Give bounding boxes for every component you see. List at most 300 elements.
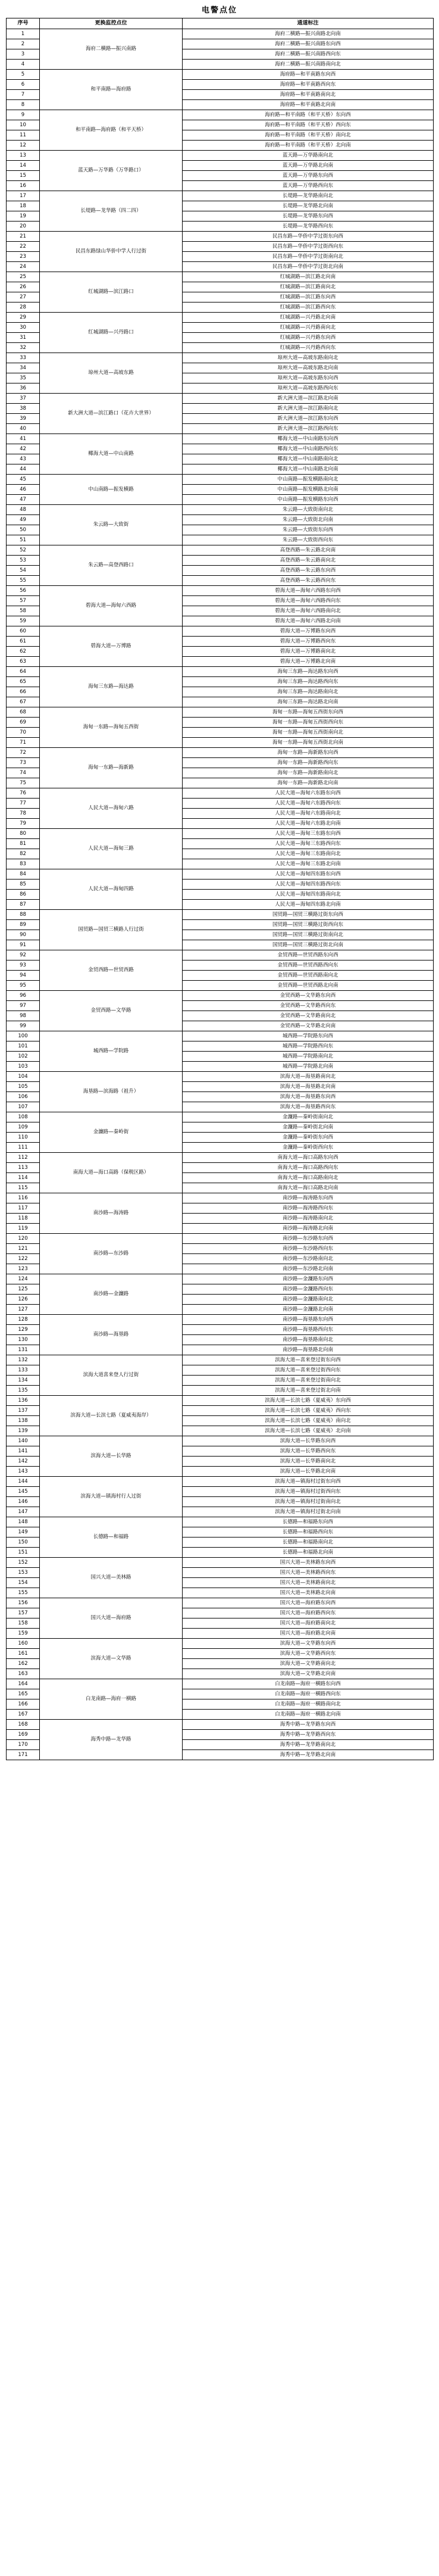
- direction-cell: 滨海大道—喜来登过街南向北: [183, 1376, 434, 1386]
- row-number-cell: 137: [7, 1406, 40, 1416]
- row-number-cell: 76: [7, 788, 40, 799]
- direction-cell: 滨海大道—文华路东向西: [183, 1639, 434, 1649]
- direction-cell: 金贸西路—文华路北向南: [183, 1021, 434, 1031]
- row-number-cell: 104: [7, 1072, 40, 1082]
- row-number-cell: 147: [7, 1507, 40, 1517]
- header-direction: 通道标注: [183, 18, 434, 29]
- direction-cell: 长德路—和福路西向东: [183, 1527, 434, 1538]
- direction-cell: 中山南路—振发横路南向北: [183, 475, 434, 485]
- direction-cell: 碧海大道—万博路东向西: [183, 626, 434, 637]
- row-number-cell: 140: [7, 1436, 40, 1446]
- table-row: [7, 110, 434, 120]
- location-cell: 滨海大道—长华路: [40, 1436, 183, 1477]
- location-cell: 中山南路—振发横路: [40, 475, 183, 505]
- direction-cell: 滨海大道—文华路北向南: [183, 1669, 434, 1679]
- direction-cell: 海府二横路—振兴南路东向西: [183, 39, 434, 49]
- table-row: [7, 1355, 434, 1365]
- row-number-cell: 129: [7, 1325, 40, 1335]
- table-row: [7, 151, 434, 161]
- direction-cell: 南海大道—海口高路东向西: [183, 1153, 434, 1163]
- direction-cell: 滨海大道—镇海村过街东向西: [183, 1477, 434, 1487]
- direction-cell: 国兴大道—海府路东向西: [183, 1598, 434, 1608]
- row-number-cell: 43: [7, 454, 40, 464]
- direction-cell: 朱云路—大致街南向北: [183, 505, 434, 515]
- row-number-cell: 162: [7, 1659, 40, 1669]
- direction-cell: 琼州大道—高坡东路北向南: [183, 363, 434, 373]
- row-number-cell: 102: [7, 1052, 40, 1062]
- table-row: [7, 1193, 434, 1203]
- camera-location-table: [6, 18, 434, 1760]
- table-row: [7, 1558, 434, 1568]
- direction-cell: 红城湖路—兴丹路西向东: [183, 343, 434, 353]
- row-number-cell: 11: [7, 130, 40, 141]
- direction-cell: 人民大道—海甸四东路东向西: [183, 869, 434, 880]
- table-row: [7, 505, 434, 515]
- location-cell: 海甸一东路—海甸五西街: [40, 707, 183, 748]
- direction-cell: 民昌东路—华侨中学过街西向东: [183, 242, 434, 252]
- direction-cell: 朱云路—大致街西向东: [183, 535, 434, 545]
- row-number-cell: 121: [7, 1244, 40, 1254]
- direction-cell: 海秀中路—龙华路北向南: [183, 1750, 434, 1760]
- direction-cell: 琼州大道—高坡东路西向东: [183, 383, 434, 394]
- direction-cell: 碧海大道—万博路南向北: [183, 647, 434, 657]
- location-cell: 滨海大道—长滨七路（夏威夷海岸）: [40, 1396, 183, 1436]
- row-number-cell: 62: [7, 647, 40, 657]
- direction-cell: 城西路—学院路西向东: [183, 1041, 434, 1052]
- direction-cell: 碧海大道—海甸六西路南向北: [183, 606, 434, 616]
- row-number-cell: 46: [7, 485, 40, 495]
- row-number-cell: 71: [7, 738, 40, 748]
- row-number-cell: 74: [7, 768, 40, 778]
- row-number-cell: 117: [7, 1203, 40, 1214]
- row-number-cell: 161: [7, 1649, 40, 1659]
- direction-cell: 国贸路—国贸三横路过街东向西: [183, 910, 434, 920]
- direction-cell: 长堤路—龙华路西向东: [183, 222, 434, 232]
- direction-cell: 国兴大道—美林路北向南: [183, 1588, 434, 1598]
- direction-cell: 人民大道—海甸三东路北向南: [183, 859, 434, 869]
- location-cell: 蓝天路—万华路（万华路口）: [40, 151, 183, 191]
- row-number-cell: 13: [7, 151, 40, 161]
- direction-cell: 金濂路—秦岭街东向西: [183, 1133, 434, 1143]
- row-number-cell: 66: [7, 687, 40, 697]
- row-number-cell: 72: [7, 748, 40, 758]
- table-row: [7, 1639, 434, 1649]
- location-cell: 海甸三东路—海达路: [40, 667, 183, 707]
- table-row: [7, 1720, 434, 1730]
- location-cell: 国贸路—国贸三横路人行过街: [40, 910, 183, 950]
- direction-cell: 滨海大道—喜来登过街东向西: [183, 1355, 434, 1365]
- table-row: [7, 29, 434, 39]
- direction-cell: 滨海大道—文华路南向北: [183, 1659, 434, 1669]
- row-number-cell: 86: [7, 890, 40, 900]
- location-cell: 人民大道—海甸四路: [40, 869, 183, 910]
- table-row: [7, 626, 434, 637]
- row-number-cell: 139: [7, 1426, 40, 1436]
- row-number-cell: 82: [7, 849, 40, 859]
- location-cell: 南沙路—东沙路: [40, 1234, 183, 1274]
- location-cell: 和平南路—海府路（和平天桥）: [40, 110, 183, 151]
- table-row: [7, 1031, 434, 1041]
- row-number-cell: 118: [7, 1214, 40, 1224]
- direction-cell: 国兴大道—美林路南向北: [183, 1578, 434, 1588]
- direction-cell: 长堤路—龙华路南向北: [183, 191, 434, 201]
- location-cell: 国兴大道—海府路: [40, 1598, 183, 1639]
- location-cell: 海甸一东路—海新路: [40, 748, 183, 788]
- table-row: [7, 232, 434, 242]
- row-number-cell: 49: [7, 515, 40, 525]
- table-row: [7, 707, 434, 718]
- location-cell: 长德路—和福路: [40, 1517, 183, 1558]
- row-number-cell: 99: [7, 1021, 40, 1031]
- row-number-cell: 128: [7, 1315, 40, 1325]
- row-number-cell: 56: [7, 586, 40, 596]
- row-number-cell: 26: [7, 282, 40, 292]
- direction-cell: 南沙路—东沙路北向南: [183, 1264, 434, 1274]
- location-cell: 新大洲大道—滨江路口（花卉大世界）: [40, 394, 183, 434]
- location-cell: 滨海大道—文华路: [40, 1639, 183, 1679]
- row-number-cell: 107: [7, 1102, 40, 1112]
- direction-cell: 南海大道—海口高路南向北: [183, 1173, 434, 1183]
- row-number-cell: 142: [7, 1457, 40, 1467]
- direction-cell: 新大洲大道—滨江路东向西: [183, 414, 434, 424]
- table-row: [7, 910, 434, 920]
- row-number-cell: 10: [7, 120, 40, 130]
- direction-cell: 国贸路—国贸三横路过街南向北: [183, 930, 434, 940]
- row-number-cell: 73: [7, 758, 40, 768]
- direction-cell: 海甸三东路—海达路南向北: [183, 687, 434, 697]
- row-number-cell: 55: [7, 576, 40, 586]
- row-number-cell: 115: [7, 1183, 40, 1193]
- row-number-cell: 158: [7, 1618, 40, 1629]
- direction-cell: 南沙路—海垦路南向北: [183, 1335, 434, 1345]
- row-number-cell: 63: [7, 657, 40, 667]
- row-number-cell: 90: [7, 930, 40, 940]
- direction-cell: 人民大道—海甸六东路东向西: [183, 788, 434, 799]
- row-number-cell: 95: [7, 981, 40, 991]
- direction-cell: 碧海大道—海甸六西路北向南: [183, 616, 434, 626]
- row-number-cell: 100: [7, 1031, 40, 1041]
- table-row: [7, 475, 434, 485]
- location-cell: 城西路—学院路: [40, 1031, 183, 1072]
- location-cell: 红城湖路—兴丹路口: [40, 313, 183, 353]
- direction-cell: 海府路—和平南路（和平天桥）东向西: [183, 110, 434, 120]
- direction-cell: 海甸三东路—海达路东向西: [183, 667, 434, 677]
- direction-cell: 琼州大道—高坡东路东向西: [183, 373, 434, 383]
- direction-cell: 海秀中路—龙华路西向东: [183, 1730, 434, 1740]
- row-number-cell: 22: [7, 242, 40, 252]
- table-row: [7, 1477, 434, 1487]
- direction-cell: 海府二横路—振兴南路西向东: [183, 49, 434, 60]
- table-row: [7, 950, 434, 960]
- location-cell: 南沙路—海涛路: [40, 1193, 183, 1234]
- direction-cell: 新大洲大道—滨江路北向南: [183, 394, 434, 404]
- direction-cell: 金贸西路—世贸西路南向北: [183, 971, 434, 981]
- direction-cell: 海府路—和平南路南向北: [183, 90, 434, 100]
- direction-cell: 长德路—和福路南向北: [183, 1538, 434, 1548]
- location-cell: 朱云路—高登西路口: [40, 545, 183, 586]
- direction-cell: 滨海大道—长华路北向南: [183, 1467, 434, 1477]
- row-number-cell: 153: [7, 1568, 40, 1578]
- row-number-cell: 79: [7, 819, 40, 829]
- row-number-cell: 89: [7, 920, 40, 930]
- row-number-cell: 143: [7, 1467, 40, 1477]
- direction-cell: 人民大道—海甸三东路西向东: [183, 839, 434, 849]
- row-number-cell: 67: [7, 697, 40, 707]
- row-number-cell: 171: [7, 1750, 40, 1760]
- location-cell: 红城湖路—滨江路口: [40, 272, 183, 313]
- table-row: [7, 748, 434, 758]
- row-number-cell: 20: [7, 222, 40, 232]
- direction-cell: 碧海大道—海甸六西路西向东: [183, 596, 434, 606]
- row-number-cell: 2: [7, 39, 40, 49]
- row-number-cell: 39: [7, 414, 40, 424]
- direction-cell: 海甸一东路—海新路东向西: [183, 748, 434, 758]
- location-cell: 海垦路—滨海路（祖升）: [40, 1072, 183, 1112]
- direction-cell: 蓝天路—万华路南向北: [183, 151, 434, 161]
- direction-cell: 海甸一东路—海新路北向南: [183, 778, 434, 788]
- table-row: [7, 1274, 434, 1284]
- row-number-cell: 109: [7, 1122, 40, 1133]
- table-row: [7, 1153, 434, 1163]
- direction-cell: 金贸西路—文华路西向东: [183, 1001, 434, 1011]
- row-number-cell: 110: [7, 1133, 40, 1143]
- direction-cell: 南沙路—东沙路西向东: [183, 1244, 434, 1254]
- direction-cell: 中山南路—振发横路北向南: [183, 485, 434, 495]
- row-number-cell: 8: [7, 100, 40, 110]
- direction-cell: 新大洲大道—滨江路南向北: [183, 404, 434, 414]
- row-number-cell: 91: [7, 940, 40, 950]
- row-number-cell: 169: [7, 1730, 40, 1740]
- row-number-cell: 12: [7, 141, 40, 151]
- direction-cell: 高登西路—朱云路西向东: [183, 576, 434, 586]
- direction-cell: 滨海大道—长滨七路（夏威夷）北向南: [183, 1426, 434, 1436]
- table-row: [7, 394, 434, 404]
- row-number-cell: 37: [7, 394, 40, 404]
- direction-cell: 滨海大道—海垦路西向东: [183, 1102, 434, 1112]
- direction-cell: 南海大道—海口高路西向东: [183, 1163, 434, 1173]
- row-number-cell: 155: [7, 1588, 40, 1598]
- row-number-cell: 125: [7, 1284, 40, 1295]
- direction-cell: 金濂路—秦岭街西向东: [183, 1143, 434, 1153]
- location-cell: 金贸西路—世贸西路: [40, 950, 183, 991]
- location-cell: 长堤路—龙华路（四二四）: [40, 191, 183, 232]
- direction-cell: 白龙南路—海府一横路西向东: [183, 1689, 434, 1699]
- direction-cell: 滨海大道—长华路东向西: [183, 1436, 434, 1446]
- row-number-cell: 154: [7, 1578, 40, 1588]
- row-number-cell: 70: [7, 728, 40, 738]
- row-number-cell: 18: [7, 201, 40, 211]
- row-number-cell: 7: [7, 90, 40, 100]
- row-number-cell: 48: [7, 505, 40, 515]
- table-row: [7, 788, 434, 799]
- direction-cell: 人民大道—海甸三东路东向西: [183, 829, 434, 839]
- row-number-cell: 157: [7, 1608, 40, 1618]
- row-number-cell: 68: [7, 707, 40, 718]
- location-cell: 海秀中路—龙华路: [40, 1720, 183, 1760]
- location-cell: 南沙路—金濂路: [40, 1274, 183, 1315]
- row-number-cell: 85: [7, 880, 40, 890]
- row-number-cell: 54: [7, 566, 40, 576]
- direction-cell: 碧海大道—万博路西向东: [183, 637, 434, 647]
- direction-cell: 高登西路—朱云路东向西: [183, 566, 434, 576]
- row-number-cell: 124: [7, 1274, 40, 1284]
- row-number-cell: 59: [7, 616, 40, 626]
- table-row: [7, 869, 434, 880]
- row-number-cell: 111: [7, 1143, 40, 1153]
- direction-cell: 长德路—和福路北向南: [183, 1548, 434, 1558]
- row-number-cell: 166: [7, 1699, 40, 1710]
- location-cell: 白龙南路—海府一横路: [40, 1679, 183, 1720]
- row-number-cell: 167: [7, 1710, 40, 1720]
- direction-cell: 白龙南路—海府一横路南向北: [183, 1699, 434, 1710]
- direction-cell: 碧海大道—万博路北向南: [183, 657, 434, 667]
- direction-cell: 长德路—和福路东向西: [183, 1517, 434, 1527]
- row-number-cell: 168: [7, 1720, 40, 1730]
- row-number-cell: 101: [7, 1041, 40, 1052]
- row-number-cell: 141: [7, 1446, 40, 1457]
- direction-cell: 海府路—和平南路（和平天桥）西向东: [183, 120, 434, 130]
- direction-cell: 蓝天路—万华路西向东: [183, 181, 434, 191]
- location-cell: 和平南路—海府路: [40, 70, 183, 110]
- row-number-cell: 60: [7, 626, 40, 637]
- row-number-cell: 24: [7, 262, 40, 272]
- direction-cell: 椰海大道—中山南路东向西: [183, 434, 434, 444]
- row-number-cell: 112: [7, 1153, 40, 1163]
- row-number-cell: 98: [7, 1011, 40, 1021]
- row-number-cell: 5: [7, 70, 40, 80]
- row-number-cell: 96: [7, 991, 40, 1001]
- direction-cell: 滨海大道—长滨七路（夏威夷）西向东: [183, 1406, 434, 1416]
- row-number-cell: 28: [7, 302, 40, 313]
- direction-cell: 滨海大道—长滨七路（夏威夷）东向西: [183, 1396, 434, 1406]
- row-number-cell: 84: [7, 869, 40, 880]
- table-row: [7, 272, 434, 282]
- direction-cell: 人民大道—海甸四东路北向南: [183, 900, 434, 910]
- direction-cell: 白龙南路—海府一横路北向南: [183, 1710, 434, 1720]
- row-number-cell: 14: [7, 161, 40, 171]
- direction-cell: 琼州大道—高坡东路南向北: [183, 353, 434, 363]
- direction-cell: 红城湖路—滨江路北向南: [183, 272, 434, 282]
- row-number-cell: 120: [7, 1234, 40, 1244]
- row-number-cell: 80: [7, 829, 40, 839]
- row-number-cell: 64: [7, 667, 40, 677]
- direction-cell: 国兴大道—海府路北向南: [183, 1629, 434, 1639]
- direction-cell: 南沙路—海涛路南向北: [183, 1214, 434, 1224]
- direction-cell: 蓝天路—万华路东向西: [183, 171, 434, 181]
- direction-cell: 滨海大道—文华路西向东: [183, 1649, 434, 1659]
- direction-cell: 南沙路—海垦路西向东: [183, 1325, 434, 1335]
- row-number-cell: 119: [7, 1224, 40, 1234]
- direction-cell: 国贸路—国贸三横路过街西向东: [183, 920, 434, 930]
- direction-cell: 蓝天路—万华路北向南: [183, 161, 434, 171]
- direction-cell: 国兴大道—美林路东向西: [183, 1558, 434, 1568]
- direction-cell: 南沙路—海垦路北向南: [183, 1345, 434, 1355]
- direction-cell: 人民大道—海甸六东路北向南: [183, 819, 434, 829]
- table-row: [7, 1315, 434, 1325]
- direction-cell: 南海大道—海口高路北向南: [183, 1183, 434, 1193]
- direction-cell: 海甸三东路—海达路北向南: [183, 697, 434, 707]
- location-cell: 碧海大道—万博路: [40, 626, 183, 667]
- row-number-cell: 36: [7, 383, 40, 394]
- table-row: [7, 1679, 434, 1689]
- direction-cell: 金濂路—秦岭街北向南: [183, 1122, 434, 1133]
- row-number-cell: 81: [7, 839, 40, 849]
- direction-cell: 海甸一东路—海甸五西街东向西: [183, 707, 434, 718]
- row-number-cell: 9: [7, 110, 40, 120]
- direction-cell: 红城湖路—滨江路南向北: [183, 282, 434, 292]
- location-cell: 滨海大道—镇海村行人过街: [40, 1477, 183, 1517]
- direction-cell: 民昌东路—华侨中学过街南向北: [183, 252, 434, 262]
- direction-cell: 南沙路—海涛路北向南: [183, 1224, 434, 1234]
- row-number-cell: 149: [7, 1527, 40, 1538]
- table-row: [7, 1112, 434, 1122]
- direction-cell: 人民大道—海甸六东路南向北: [183, 809, 434, 819]
- location-cell: 人民大道—海甸三路: [40, 829, 183, 869]
- table-row: [7, 1598, 434, 1608]
- direction-cell: 海秀中路—龙华路东向西: [183, 1720, 434, 1730]
- direction-cell: 南沙路—金濂路南向北: [183, 1295, 434, 1305]
- row-number-cell: 93: [7, 960, 40, 971]
- direction-cell: 南沙路—金濂路北向南: [183, 1305, 434, 1315]
- row-number-cell: 47: [7, 495, 40, 505]
- direction-cell: 椰海大道—中山南路西向东: [183, 444, 434, 454]
- row-number-cell: 159: [7, 1629, 40, 1639]
- row-number-cell: 32: [7, 343, 40, 353]
- row-number-cell: 123: [7, 1264, 40, 1274]
- direction-cell: 红城湖路—兴丹路北向南: [183, 313, 434, 323]
- row-number-cell: 163: [7, 1669, 40, 1679]
- direction-cell: 民昌东路—华侨中学过街北向南: [183, 262, 434, 272]
- row-number-cell: 144: [7, 1477, 40, 1487]
- row-number-cell: 16: [7, 181, 40, 191]
- page-title: 电警点位: [201, 6, 237, 15]
- row-number-cell: 3: [7, 49, 40, 60]
- direction-cell: 民昌东路—华侨中学过街东向西: [183, 232, 434, 242]
- direction-cell: 国兴大道—美林路西向东: [183, 1568, 434, 1578]
- direction-cell: 城西路—学院路北向南: [183, 1062, 434, 1072]
- row-number-cell: 136: [7, 1396, 40, 1406]
- location-cell: 椰海大道—中山南路: [40, 434, 183, 475]
- direction-cell: 南沙路—东沙路东向西: [183, 1234, 434, 1244]
- row-number-cell: 15: [7, 171, 40, 181]
- row-number-cell: 42: [7, 444, 40, 454]
- direction-cell: 人民大道—海甸三东路南向北: [183, 849, 434, 859]
- direction-cell: 滨海大道—喜来登过街西向东: [183, 1365, 434, 1376]
- direction-cell: 高登西路—朱云路南向北: [183, 556, 434, 566]
- direction-cell: 长堤路—龙华路北向南: [183, 201, 434, 211]
- row-number-cell: 61: [7, 637, 40, 647]
- row-number-cell: 30: [7, 323, 40, 333]
- row-number-cell: 57: [7, 596, 40, 606]
- direction-cell: 海府二横路—振兴南路南向北: [183, 60, 434, 70]
- direction-cell: 白龙南路—海府一横路东向西: [183, 1679, 434, 1689]
- direction-cell: 红城湖路—滨江路西向东: [183, 302, 434, 313]
- direction-cell: 长堤路—龙华路东向西: [183, 211, 434, 222]
- table-row: [7, 191, 434, 201]
- table-row: [7, 545, 434, 556]
- row-number-cell: 51: [7, 535, 40, 545]
- direction-cell: 国兴大道—海府路南向北: [183, 1618, 434, 1629]
- location-cell: 滨海大道喜来登人行过街: [40, 1355, 183, 1396]
- row-number-cell: 146: [7, 1497, 40, 1507]
- direction-cell: 南沙路—金濂路东向西: [183, 1274, 434, 1284]
- table-row: [7, 1517, 434, 1527]
- direction-cell: 南沙路—金濂路西向东: [183, 1284, 434, 1295]
- direction-cell: 城西路—学院路东向西: [183, 1031, 434, 1041]
- row-number-cell: 88: [7, 910, 40, 920]
- row-number-cell: 33: [7, 353, 40, 363]
- location-cell: 国兴大道—美林路: [40, 1558, 183, 1598]
